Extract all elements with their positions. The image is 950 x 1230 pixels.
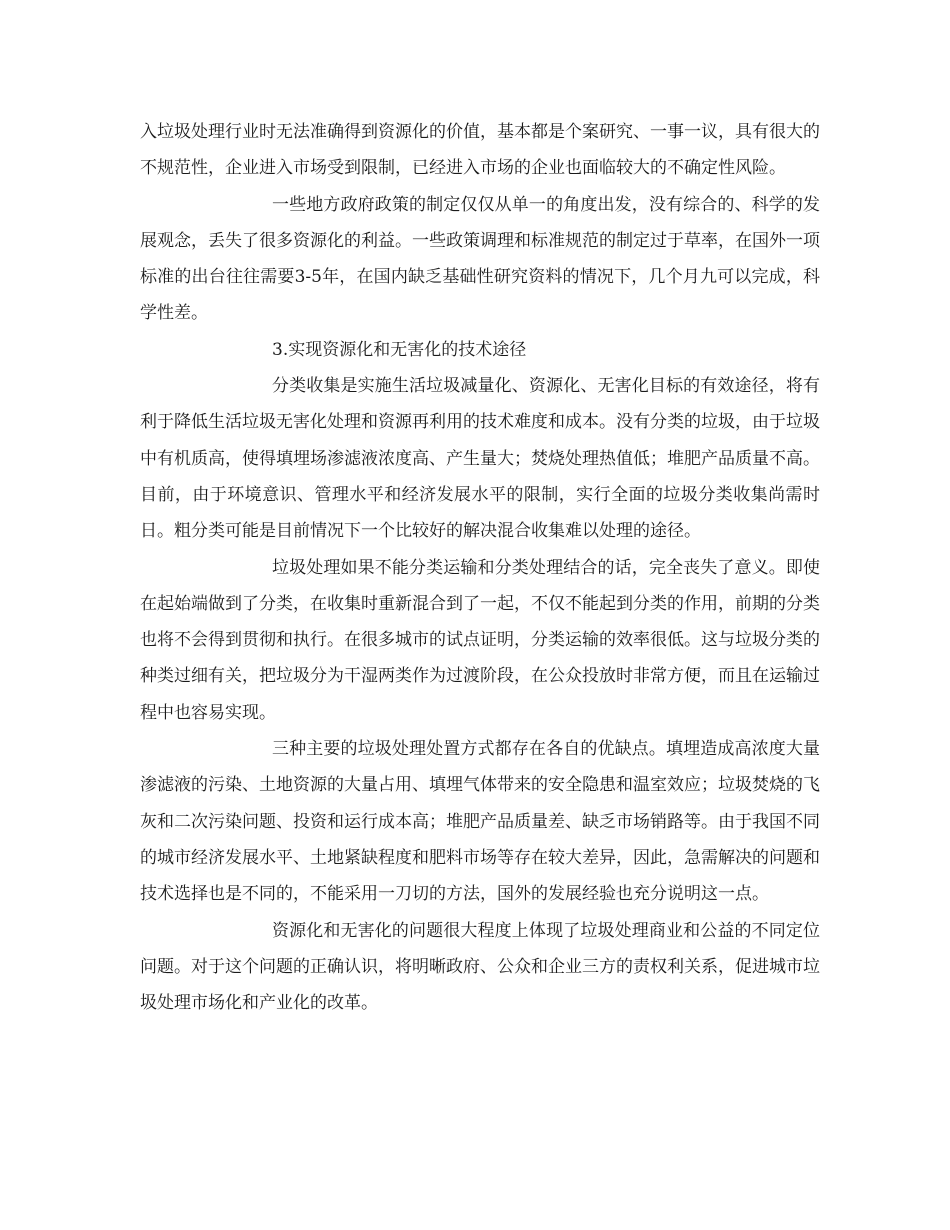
paragraph-sorting-collection: 分类收集是实施生活垃圾减量化、资源化、无害化目标的有效途径，将有利于降低生活垃圾无害化处理和资源再利用的技术难度和成本。没有分类的垃圾，由于垃圾中有机质高，使得填埋场渗滤液浓度高、产生量大；焚烧处理热值低；堆肥产品质量不高。目前，由于环境意识、管理水平和经济发展水平的限制，实行全面的垃圾分类收集尚需时日。粗分类可能是目前情况下一个比较好的解决混合收集难以处理的途径。 [140, 376, 820, 542]
paragraph-policy: 一些地方政府政策的制定仅仅从单一的角度出发，没有综合的、科学的发展观念，丢失了很多资源化的利益。一些政策调理和标准规范的制定过于草率，在国外一项标准的出台往往需要3-5年，在国内缺乏基础性研究资料的情况下，几个月九可以完成，科学性差。 [140, 194, 820, 324]
document-body [140, 114, 820, 1021]
paragraph-positioning: 资源化和无害化的问题很大程度上体现了垃圾处理商业和公益的不同定位问题。对于这个问题的正确认识，将明晰政府、公众和企业三方的责权利关系，促进城市垃圾处理市场化和产业化的改革。 [140, 920, 820, 1014]
paragraph-continuation: 入垃圾处理行业时无法准确得到资源化的价值，基本都是个案研究、一事一议，具有很大的不规范性，企业进入市场受到限制，已经进入市场的企业也面临较大的不确定性风险。 [140, 122, 820, 179]
paragraph-sorting-transport: 垃圾处理如果不能分类运输和分类处理结合的话，完全丧失了意义。即使在起始端做到了分类，在收集时重新混合到了一起，不仅不能起到分类的作用，前期的分类也将不会得到贯彻和执行。在很多城市的试点证明，分类运输的效率很低。这与垃圾分类的种类过细有关，把垃圾分为干湿两类作为过渡阶段，在公众投放时非常方便，而且在运输过程中也容易实现。 [140, 557, 820, 723]
paragraph-disposal-methods: 三种主要的垃圾处理处置方式都存在各自的优缺点。填埋造成高浓度大量渗滤液的污染、土地资源的大量占用、填埋气体带来的安全隐患和温室效应；垃圾焚烧的飞灰和二次污染问题、投资和运行成本高；堆肥产品质量差、缺乏市场销路等。由于我国不同的城市经济发展水平、土地紧缺程度和肥料市场等存在较大差异，因此，急需解决的问题和技术选择也是不同的，不能采用一刀切的方法，国外的发展经验也充分说明这一点。 [140, 739, 820, 905]
section-heading: 3.实现资源化和无害化的技术途径 [272, 339, 527, 360]
